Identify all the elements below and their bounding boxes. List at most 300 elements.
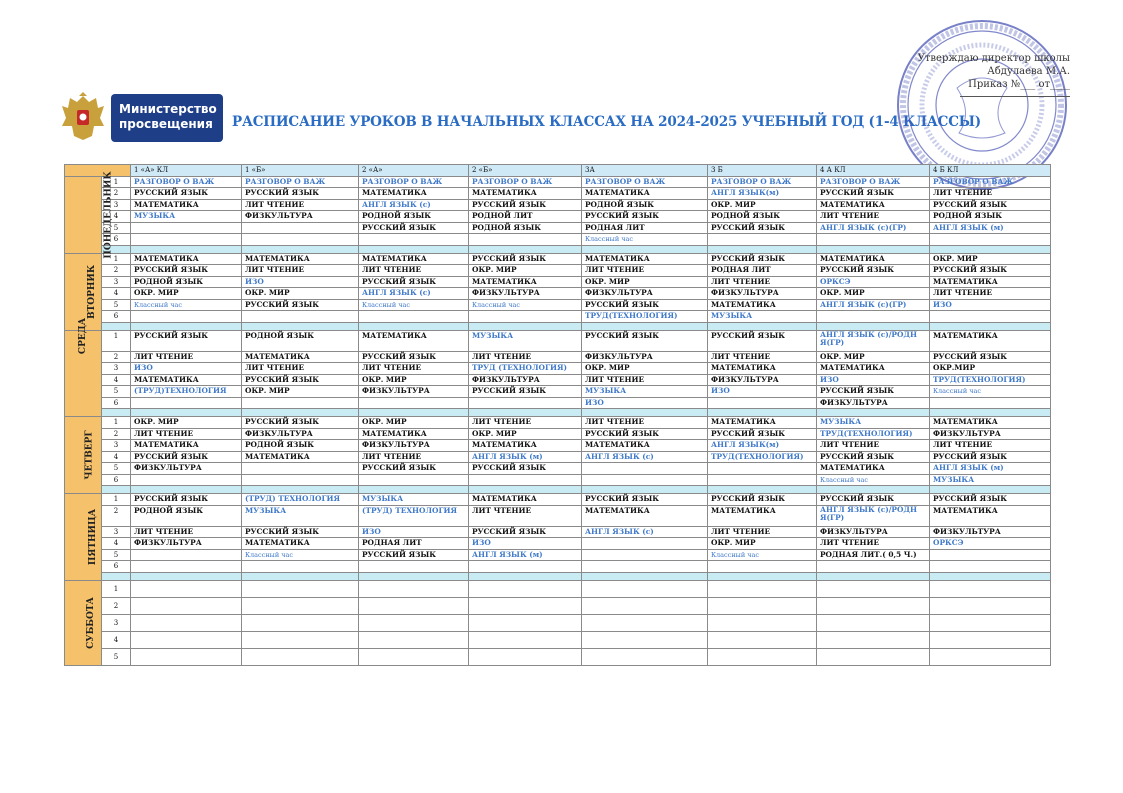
lesson-cell: АНГЛ ЯЗЫК (м) (469, 549, 582, 561)
lesson-cell: ЛИТ ЧТЕНИЕ (359, 265, 469, 277)
lesson-cell: АНГЛ ЯЗЫК (с) (359, 288, 469, 300)
lesson-row (65, 299, 1051, 311)
lesson-cell: РУССКИЙ ЯЗЫК (817, 265, 930, 277)
lesson-cell (359, 311, 469, 323)
lesson-row (65, 188, 1051, 200)
separator-cell (817, 409, 930, 417)
lesson-row (65, 538, 1051, 550)
lesson-cell (131, 561, 242, 573)
lesson-row (65, 440, 1051, 452)
day-separator-row (65, 322, 1051, 330)
lesson-cell: МАТЕМАТИКА (708, 299, 817, 311)
lesson-cell: ЛИТ ЧТЕНИЕ (469, 417, 582, 429)
separator-cell (930, 322, 1051, 330)
day-name: ВТОРНИК (87, 264, 98, 319)
lesson-cell: ЛИТ ЧТЕНИЕ (469, 351, 582, 363)
lesson-row (65, 597, 1051, 614)
lesson-row (65, 580, 1051, 597)
class-column-header: 1 «Б» (242, 165, 359, 177)
lesson-cell: ЛИТ ЧТЕНИЕ (469, 505, 582, 526)
lesson-cell (242, 397, 359, 409)
lesson-row (65, 288, 1051, 300)
lesson-row (65, 549, 1051, 561)
lesson-cell: АНГЛ ЯЗЫК (м) (930, 463, 1051, 475)
lesson-cell: ЛИТ ЧТЕНИЕ (359, 363, 469, 375)
lesson-cell (242, 474, 359, 486)
lesson-cell (131, 397, 242, 409)
lesson-cell: ЛИТ ЧТЕНИЕ (242, 199, 359, 211)
lesson-cell: МАТЕМАТИКА (242, 351, 359, 363)
lesson-cell: МАТЕМАТИКА (582, 440, 708, 452)
lesson-cell (930, 614, 1051, 631)
lesson-cell: РУССКИЙ ЯЗЫК (930, 451, 1051, 463)
lesson-row (65, 351, 1051, 363)
lesson-cell: ЛИТ ЧТЕНИЕ (817, 538, 930, 550)
separator-cell (131, 409, 242, 417)
lesson-cell (359, 474, 469, 486)
lesson-cell: РУССКИЙ ЯЗЫК (708, 428, 817, 440)
lesson-cell: РУССКИЙ ЯЗЫК (242, 417, 359, 429)
lesson-cell: МАТЕМАТИКА (469, 188, 582, 200)
day-separator-row (65, 572, 1051, 580)
lesson-number: 1 (102, 253, 131, 265)
lesson-cell: ФИЗКУЛЬТУРА (930, 526, 1051, 538)
lesson-cell: МАТЕМАТИКА (242, 451, 359, 463)
lesson-cell (469, 648, 582, 665)
lesson-cell (131, 549, 242, 561)
lesson-cell: ЛИТ ЧТЕНИЕ (817, 211, 930, 223)
lesson-cell: ЛИТ ЧТЕНИЕ (131, 526, 242, 538)
lesson-cell: ЛИТ ЧТЕНИЕ (359, 451, 469, 463)
lesson-row (65, 176, 1051, 188)
lesson-cell: РУССКИЙ ЯЗЫК (131, 188, 242, 200)
lesson-cell: Классный час (242, 549, 359, 561)
lesson-cell: ЛИТ ЧТЕНИЕ (930, 188, 1051, 200)
lesson-number: 5 (102, 299, 131, 311)
lesson-cell: ФИЗКУЛЬТУРА (242, 211, 359, 223)
day-name: ПОНЕДЕЛЬНИК (103, 170, 114, 259)
lesson-cell (930, 561, 1051, 573)
separator-cell (708, 572, 817, 580)
page-title: РАСПИСАНИЕ УРОКОВ В НАЧАЛЬНЫХ КЛАССАХ НА 2024-2025 УЧЕБНЫЙ ГОД (1-4 КЛАССЫ) (232, 114, 981, 130)
lesson-cell (930, 397, 1051, 409)
lesson-cell (242, 631, 359, 648)
lesson-cell: МУЗЫКА (582, 386, 708, 398)
lesson-cell: РОДНАЯ ЛИТ.( 0,5 Ч.) (817, 549, 930, 561)
lesson-cell (582, 538, 708, 550)
lesson-cell: РУССКИЙ ЯЗЫК (817, 386, 930, 398)
ministry-line1: Министерство (119, 102, 217, 116)
lesson-cell (242, 648, 359, 665)
separator-cell (582, 572, 708, 580)
lesson-cell: МУЗЫКА (708, 311, 817, 323)
lesson-cell: ОКР. МИР (582, 276, 708, 288)
lesson-cell (242, 222, 359, 234)
lesson-row (65, 330, 1051, 351)
lesson-cell: МАТЕМАТИКА (582, 505, 708, 526)
lesson-cell: РОДНОЙ ЯЗЫК (131, 276, 242, 288)
lesson-cell: РУССКИЙ ЯЗЫК (469, 253, 582, 265)
lesson-cell: РОДНОЙ ЯЗЫК (708, 211, 817, 223)
lesson-cell: АНГЛ ЯЗЫК (с)(ГР) (817, 299, 930, 311)
lesson-cell: ЛИТ ЧТЕНИЕ (582, 417, 708, 429)
lesson-cell: МАТЕМАТИКА (131, 374, 242, 386)
lesson-cell (930, 631, 1051, 648)
header-row (65, 165, 1051, 177)
separator-cell (359, 572, 469, 580)
separator-cell (359, 322, 469, 330)
lesson-cell (708, 597, 817, 614)
lesson-cell: РУССКИЙ ЯЗЫК (708, 222, 817, 234)
lesson-number: 4 (102, 631, 131, 648)
lesson-row (65, 253, 1051, 265)
lesson-cell: АНГЛ ЯЗЫК(м) (708, 440, 817, 452)
lesson-cell: МАТЕМАТИКА (359, 253, 469, 265)
lesson-cell (242, 561, 359, 573)
lesson-cell (930, 311, 1051, 323)
lesson-cell: РУССКИЙ ЯЗЫК (708, 330, 817, 351)
lesson-number: 1 (102, 494, 131, 506)
lesson-cell (359, 234, 469, 246)
lesson-cell (582, 561, 708, 573)
lesson-cell (582, 549, 708, 561)
lesson-number: 4 (102, 538, 131, 550)
lesson-cell (131, 631, 242, 648)
day-name: ЧЕТВЕРГ (84, 430, 95, 480)
lesson-cell: АНГЛ ЯЗЫК (м) (469, 451, 582, 463)
class-column-header: 1 «А» КЛ (131, 165, 242, 177)
lesson-cell (469, 474, 582, 486)
lesson-row (65, 561, 1051, 573)
lesson-cell: ИЗО (708, 386, 817, 398)
lesson-cell: РУССКИЙ ЯЗЫК (242, 188, 359, 200)
lesson-cell: РУССКИЙ ЯЗЫК (359, 549, 469, 561)
lesson-cell: РУССКИЙ ЯЗЫК (242, 374, 359, 386)
lesson-cell (469, 597, 582, 614)
day-separator-row (65, 245, 1051, 253)
lesson-cell: МУЗЫКА (817, 417, 930, 429)
day-name: СУББОТА (85, 596, 96, 649)
lesson-cell: МАТЕМАТИКА (131, 199, 242, 211)
separator-cell (131, 322, 242, 330)
lesson-cell: РУССКИЙ ЯЗЫК (930, 494, 1051, 506)
separator-cell (582, 409, 708, 417)
lesson-cell: АНГЛ ЯЗЫК (м) (930, 222, 1051, 234)
lesson-cell: МАТЕМАТИКА (708, 417, 817, 429)
lesson-number: 3 (102, 276, 131, 288)
lesson-cell: ОКР. МИР (131, 417, 242, 429)
lesson-number: 2 (102, 265, 131, 277)
lesson-cell: ИЗО (469, 538, 582, 550)
lesson-cell: МАТЕМАТИКА (131, 440, 242, 452)
lesson-cell: МАТЕМАТИКА (359, 428, 469, 440)
lesson-row (65, 505, 1051, 526)
lesson-cell: ФИЗКУЛЬТУРА (359, 440, 469, 452)
separator-cell (359, 245, 469, 253)
lesson-cell: РАЗГОВОР О ВАЖ (930, 176, 1051, 188)
lesson-cell: РАЗГОВОР О ВАЖ (469, 176, 582, 188)
lesson-cell (242, 234, 359, 246)
lesson-cell: ЛИТ ЧТЕНИЕ (131, 351, 242, 363)
lesson-number: 3 (102, 199, 131, 211)
lesson-cell: АНГЛ ЯЗЫК (с)(ГР) (817, 222, 930, 234)
lesson-number: 2 (102, 597, 131, 614)
lesson-number: 2 (102, 188, 131, 200)
lesson-row (65, 234, 1051, 246)
lesson-cell: РУССКИЙ ЯЗЫК (131, 330, 242, 351)
coat-of-arms-icon (58, 92, 108, 144)
class-column-header: 2 «А» (359, 165, 469, 177)
lesson-cell: РУССКИЙ ЯЗЫК (359, 222, 469, 234)
lesson-cell: Классный час (469, 299, 582, 311)
lesson-cell (131, 580, 242, 597)
lesson-cell (469, 234, 582, 246)
lesson-cell (131, 474, 242, 486)
lesson-cell: ФИЗКУЛЬТУРА (131, 463, 242, 475)
lesson-cell: Классный час (817, 474, 930, 486)
lesson-cell: ОКР. МИР (817, 351, 930, 363)
lesson-number: 6 (102, 311, 131, 323)
lesson-cell (817, 561, 930, 573)
day-separator-row (65, 409, 1051, 417)
lesson-cell (708, 631, 817, 648)
lesson-cell: РУССКИЙ ЯЗЫК (582, 211, 708, 223)
separator-cell (582, 245, 708, 253)
lesson-cell: МАТЕМАТИКА (242, 253, 359, 265)
lesson-cell: РАЗГОВОР О ВАЖ (359, 176, 469, 188)
day-name: ПЯТНИЦА (88, 508, 99, 565)
separator-cell (708, 322, 817, 330)
lesson-number: 4 (102, 288, 131, 300)
lesson-cell: ИЗО (242, 276, 359, 288)
lesson-cell: ТРУД(ТЕХНОЛОГИЯ) (582, 311, 708, 323)
separator-cell (242, 409, 359, 417)
separator-cell (930, 572, 1051, 580)
lesson-row (65, 311, 1051, 323)
lesson-number: 3 (102, 440, 131, 452)
lesson-cell: ТРУД (ТЕХНОЛОГИЯ) (469, 363, 582, 375)
lesson-cell: МАТЕМАТИКА (582, 253, 708, 265)
lesson-cell (469, 631, 582, 648)
lesson-cell: РОДНОЙ ЯЗЫК (242, 440, 359, 452)
separator-cell (359, 486, 469, 494)
lesson-cell: РУССКИЙ ЯЗЫК (582, 494, 708, 506)
lesson-row (65, 276, 1051, 288)
lesson-cell (359, 397, 469, 409)
lesson-cell: МУЗЫКА (242, 505, 359, 526)
approval-line1: Утверждаю директор школы (917, 53, 1070, 64)
lesson-cell (930, 597, 1051, 614)
lesson-cell: МАТЕМАТИКА (469, 494, 582, 506)
lesson-cell: ЛИТ ЧТЕНИЕ (242, 363, 359, 375)
lesson-number: 4 (102, 374, 131, 386)
lesson-cell: РОДНАЯ ЛИТ (582, 222, 708, 234)
lesson-cell (817, 648, 930, 665)
lesson-cell: ЛИТ ЧТЕНИЕ (930, 440, 1051, 452)
lesson-cell: МАТЕМАТИКА (708, 363, 817, 375)
lesson-cell: МАТЕМАТИКА (242, 538, 359, 550)
header-corner (65, 165, 131, 177)
lesson-cell: ФИЗКУЛЬТУРА (469, 374, 582, 386)
lesson-cell: РУССКИЙ ЯЗЫК (131, 265, 242, 277)
lesson-cell (582, 631, 708, 648)
lesson-cell: РУССКИЙ ЯЗЫК (708, 253, 817, 265)
lesson-cell (469, 311, 582, 323)
lesson-cell: МАТЕМАТИКА (359, 188, 469, 200)
lesson-number: 5 (102, 222, 131, 234)
separator-cell (817, 322, 930, 330)
approval-line2: Абдулаева М.А. (987, 66, 1070, 77)
lesson-cell (817, 580, 930, 597)
separator-cell (469, 572, 582, 580)
lesson-cell: МУЗЫКА (930, 474, 1051, 486)
lesson-cell: ОКР. МИР (817, 288, 930, 300)
lesson-cell: Классный час (582, 234, 708, 246)
lesson-cell: МУЗЫКА (359, 494, 469, 506)
lesson-cell: РУССКИЙ ЯЗЫК (817, 494, 930, 506)
lesson-cell: МАТЕМАТИКА (708, 505, 817, 526)
lesson-cell: МАТЕМАТИКА (582, 188, 708, 200)
lesson-cell: ФИЗКУЛЬТУРА (582, 288, 708, 300)
lesson-cell: ТРУД(ТЕХНОЛОГИЯ) (930, 374, 1051, 386)
separator-cell (469, 245, 582, 253)
separator-cell (469, 409, 582, 417)
lesson-cell: (ТРУД)ТЕХНОЛОГИЯ (131, 386, 242, 398)
lesson-cell (708, 234, 817, 246)
lesson-cell (242, 597, 359, 614)
lesson-cell: ЛИТ ЧТЕНИЕ (708, 276, 817, 288)
lesson-number: 5 (102, 386, 131, 398)
lesson-cell: ИЗО (582, 397, 708, 409)
lesson-row (65, 428, 1051, 440)
lesson-cell (708, 463, 817, 475)
day-label (65, 317, 102, 417)
separator-cell (102, 486, 131, 494)
lesson-cell: ОРКСЭ (930, 538, 1051, 550)
lesson-cell: ФИЗКУЛЬТУРА (817, 526, 930, 538)
lesson-cell: РОДНОЙ ЯЗЫК (359, 211, 469, 223)
lesson-row (65, 463, 1051, 475)
day-separator-row (65, 486, 1051, 494)
lesson-cell: ОКР. МИР (582, 363, 708, 375)
separator-cell (817, 245, 930, 253)
lesson-cell (359, 597, 469, 614)
lesson-cell (582, 463, 708, 475)
lesson-cell: ИЗО (131, 363, 242, 375)
lesson-cell (817, 631, 930, 648)
lesson-row (65, 631, 1051, 648)
lesson-cell: ЛИТ ЧТЕНИЕ (131, 428, 242, 440)
lesson-cell (359, 631, 469, 648)
lesson-cell (242, 463, 359, 475)
lesson-cell: ИЗО (359, 526, 469, 538)
lesson-cell: ОКР.МИР (930, 363, 1051, 375)
lesson-number: 5 (102, 648, 131, 665)
lesson-cell: РОДНАЯ ЛИТ (359, 538, 469, 550)
lesson-cell (817, 311, 930, 323)
approval-underline (960, 95, 1070, 97)
lesson-cell (469, 580, 582, 597)
lesson-row (65, 199, 1051, 211)
lesson-cell: МАТЕМАТИКА (930, 276, 1051, 288)
lesson-cell: ОРКСЭ (817, 276, 930, 288)
lesson-cell: Классный час (708, 549, 817, 561)
separator-cell (131, 572, 242, 580)
lesson-row (65, 211, 1051, 223)
lesson-cell: РУССКИЙ ЯЗЫК (469, 463, 582, 475)
lesson-cell: РУССКИЙ ЯЗЫК (708, 494, 817, 506)
lesson-cell: РУССКИЙ ЯЗЫК (930, 265, 1051, 277)
lesson-row (65, 386, 1051, 398)
lesson-cell: ОКР. МИР (708, 538, 817, 550)
lesson-cell: РУССКИЙ ЯЗЫК (817, 451, 930, 463)
lesson-cell: РУССКИЙ ЯЗЫК (582, 428, 708, 440)
separator-cell (817, 572, 930, 580)
lesson-cell: ЛИТ ЧТЕНИЕ (582, 265, 708, 277)
lesson-number: 3 (102, 614, 131, 631)
lesson-cell: РУССКИЙ ЯЗЫК (582, 299, 708, 311)
separator-cell (930, 245, 1051, 253)
lesson-cell: РОДНОЙ ЯЗЫК (242, 330, 359, 351)
lesson-row (65, 614, 1051, 631)
lesson-cell: МАТЕМАТИКА (817, 363, 930, 375)
lesson-cell: РУССКИЙ ЯЗЫК (131, 451, 242, 463)
lesson-cell: МАТЕМАТИКА (930, 417, 1051, 429)
lesson-row (65, 265, 1051, 277)
lesson-cell (930, 549, 1051, 561)
lesson-cell: АНГЛ ЯЗЫК (с) (582, 526, 708, 538)
lesson-cell: ЛИТ ЧТЕНИЕ (708, 526, 817, 538)
lesson-cell: ЛИТ ЧТЕНИЕ (582, 374, 708, 386)
lesson-cell (817, 614, 930, 631)
lesson-row (65, 474, 1051, 486)
lesson-cell: МАТЕМАТИКА (359, 330, 469, 351)
lesson-number: 6 (102, 561, 131, 573)
lesson-row (65, 397, 1051, 409)
lesson-cell: ФИЗКУЛЬТУРА (708, 288, 817, 300)
lesson-cell: ФИЗКУЛЬТУРА (930, 428, 1051, 440)
lesson-cell: РУССКИЙ ЯЗЫК (242, 299, 359, 311)
lesson-cell: РАЗГОВОР О ВАЖ (131, 176, 242, 188)
lesson-cell (708, 474, 817, 486)
lesson-cell: АНГЛ ЯЗЫК (с)/РОДН Я(ГР) (817, 505, 930, 526)
class-column-header: 3 Б (708, 165, 817, 177)
lesson-cell: ФИЗКУЛЬТУРА (359, 386, 469, 398)
lesson-cell: РОДНОЙ ЯЗЫК (131, 505, 242, 526)
lesson-cell: ЛИТ ЧТЕНИЕ (708, 351, 817, 363)
lesson-row (65, 494, 1051, 506)
separator-cell (469, 486, 582, 494)
lesson-cell (359, 561, 469, 573)
separator-cell (102, 572, 131, 580)
separator-cell (930, 409, 1051, 417)
lesson-number: 1 (102, 580, 131, 597)
lesson-cell: РОДНОЙ ЯЗЫК (469, 222, 582, 234)
ministry-line2: просвещения (119, 117, 213, 131)
lesson-cell (930, 648, 1051, 665)
lesson-row (65, 374, 1051, 386)
lesson-cell (582, 648, 708, 665)
lesson-cell: РУССКИЙ ЯЗЫК (582, 330, 708, 351)
separator-cell (582, 486, 708, 494)
lesson-cell (582, 580, 708, 597)
class-column-header: 4 Б КЛ (930, 165, 1051, 177)
lesson-cell: МАТЕМАТИКА (817, 199, 930, 211)
lesson-number: 6 (102, 397, 131, 409)
schedule-table (64, 164, 1051, 666)
lesson-cell (930, 234, 1051, 246)
lesson-cell (242, 614, 359, 631)
